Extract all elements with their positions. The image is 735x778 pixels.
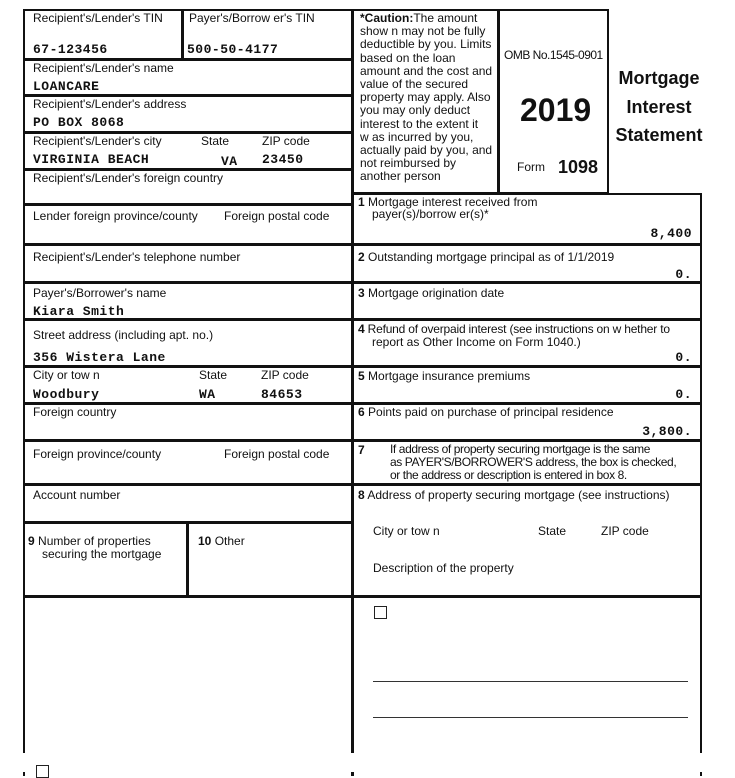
insurance-value[interactable]: 0. — [675, 387, 692, 402]
lender-zip[interactable]: 23450 — [262, 152, 304, 167]
box7-cell — [352, 440, 702, 485]
label: 1 Mortgage interest received from — [358, 195, 538, 209]
label: securing the mortgage — [42, 547, 162, 561]
lender-state[interactable]: VA — [221, 154, 238, 169]
label: 9 Number of properties — [28, 534, 151, 548]
label: City or tow n — [373, 524, 440, 538]
form-number: 1098 — [558, 157, 599, 177]
payer-city-cell — [23, 366, 353, 404]
same-address-checkbox[interactable] — [374, 606, 387, 619]
lender-phone-cell — [23, 244, 353, 283]
lender-name-cell — [23, 59, 353, 96]
mortgage-interest-value[interactable]: 8,400 — [650, 226, 692, 241]
label: Recipient's/Lender's foreign country — [33, 171, 224, 185]
box1-cell — [352, 193, 702, 245]
label: Foreign country — [33, 405, 117, 419]
lender-name[interactable]: LOANCARE — [33, 79, 100, 94]
payer-street-cell — [23, 319, 353, 367]
label: ZIP code — [261, 368, 309, 382]
description-line[interactable] — [373, 717, 688, 718]
label: Recipient's/Lender's city — [33, 134, 162, 148]
label: Street address (including apt. no.) — [33, 328, 214, 342]
label: State — [199, 368, 228, 382]
form-label: Form — [517, 160, 545, 174]
label: State — [201, 134, 230, 148]
label: 4 Refund of overpaid interest (see instructions on w hether to — [358, 322, 670, 336]
label: Recipient's/Lender's address — [33, 97, 187, 111]
lender-address-cell — [23, 95, 353, 133]
payer-tin-cell — [182, 9, 353, 60]
page-gap — [0, 753, 735, 772]
payer-tin[interactable]: 500-50-4177 — [187, 42, 279, 57]
box5-cell — [352, 366, 702, 404]
lender-foreign-country-cell — [23, 169, 353, 205]
account-number-cell — [23, 484, 353, 523]
label: ZIP code — [601, 524, 649, 538]
lender-address[interactable]: PO BOX 8068 — [33, 115, 125, 130]
label: 8 Address of property securing mortgage (see instructions) — [358, 488, 670, 502]
lender-city[interactable]: VIRGINIA BEACH — [33, 152, 150, 167]
payer-name[interactable]: Kiara Smith — [33, 304, 125, 319]
payer-foreign-province-cell — [23, 440, 353, 485]
label: Account number — [33, 488, 121, 502]
bottom-right-area — [352, 596, 702, 776]
label: Description of the property — [373, 561, 514, 575]
payer-city[interactable]: Woodbury — [33, 387, 100, 402]
caution-text: *Caution:The amount show n may not be fully deductible by you. Limits based on the loan amount and the cost and value of the secured property may apply. Also you may only deduct interest to the extent it w as incurred by you, actually paid by you, and not reimbursed by another person — [360, 11, 493, 184]
label: 7 — [358, 443, 365, 457]
omb-number: OMB No.1545-0901 — [504, 48, 603, 62]
lender-tin-cell — [23, 9, 183, 60]
box9-cell — [23, 522, 188, 597]
box4-cell — [352, 319, 702, 367]
label: Foreign postal code — [224, 209, 330, 223]
caution-cell — [352, 9, 499, 194]
points-value[interactable]: 3,800. — [642, 424, 692, 439]
payer-name-cell — [23, 282, 353, 320]
label: City or tow n — [33, 368, 100, 382]
box8-cell — [352, 484, 702, 597]
payer-street[interactable]: 356 Wistera Lane — [33, 350, 166, 365]
box6-cell — [352, 403, 702, 441]
label: 5 Mortgage insurance premiums — [358, 369, 531, 383]
box2-cell — [352, 244, 702, 283]
box10-cell — [187, 522, 353, 597]
label: Lender foreign province/county — [33, 209, 198, 223]
box3-cell — [352, 282, 702, 320]
label: ZIP code — [262, 134, 310, 148]
label: Recipient's/Lender's TIN — [33, 11, 163, 25]
omb-cell — [498, 9, 609, 194]
lender-city-cell — [23, 132, 353, 170]
label: 3 Mortgage origination date — [358, 286, 505, 300]
label: Foreign postal code — [224, 447, 330, 461]
label: report as Other Income on Form 1040.) — [372, 335, 581, 349]
lender-foreign-province-cell — [23, 204, 353, 245]
label: Payer's/Borrow er's TIN — [189, 11, 315, 25]
label: 6 Points paid on purchase of principal residence — [358, 405, 614, 419]
label: Recipient's/Lender's telephone number — [33, 250, 241, 264]
tax-year: 2019 — [520, 92, 592, 128]
lender-tin[interactable]: 67-123456 — [33, 42, 108, 57]
principal-value[interactable]: 0. — [675, 267, 692, 282]
label: 2 Outstanding mortgage principal as of 1/1/2019 — [358, 250, 615, 264]
bottom-left-area — [23, 596, 353, 776]
payer-state[interactable]: WA — [199, 387, 216, 402]
payer-foreign-country-cell — [23, 403, 353, 441]
label: Payer's/Borrower's name — [33, 286, 167, 300]
address-line[interactable] — [373, 681, 688, 682]
refund-value[interactable]: 0. — [675, 350, 692, 365]
label: State — [538, 524, 567, 538]
label: Foreign province/county — [33, 447, 162, 461]
label: Recipient's/Lender's name — [33, 61, 174, 75]
box7-text: If address of property securing mortgage is the same as PAYER'S/BORROWER'S address, the box is checked, or the address or description is entered in box 8. — [390, 442, 677, 482]
label: payer(s)/borrow er(s)* — [372, 207, 489, 221]
form-title: Mortgage Interest Statement — [615, 68, 703, 145]
payer-zip[interactable]: 84653 — [261, 387, 303, 402]
label: 10 Other — [198, 534, 245, 548]
